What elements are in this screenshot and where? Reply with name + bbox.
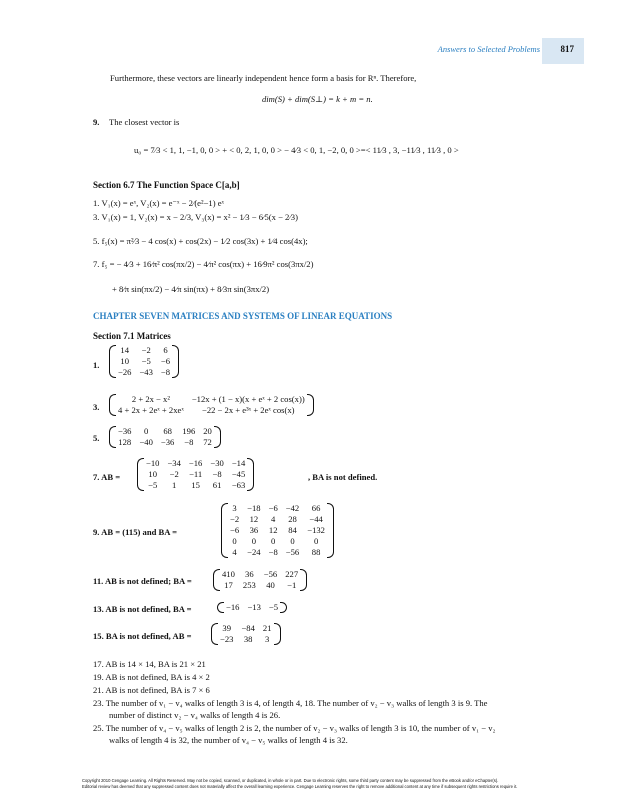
problem-13-label: 13. AB is not defined, BA = (93, 604, 192, 614)
matrix-cell: −30 (210, 458, 224, 468)
matrix-cell: −2 (141, 345, 151, 355)
matrix-row (142, 458, 249, 469)
matrix-cell: −63 (231, 480, 246, 490)
matrix-11 (212, 569, 308, 591)
copyright-line-2: Editorial review has deemed that any suppressed content does not materially affect the overall learning experience. Cengage Learning reserves the right to remove additional content at any time if subsequent rights restrictions require it. (82, 784, 518, 789)
matrix-cell: 0 (232, 536, 237, 546)
matrix-cell: 0 (251, 536, 257, 546)
matrix-cell: 1 (172, 480, 177, 490)
matrix-cell: 196 (182, 426, 196, 436)
answer-21: 21. AB is not defined, BA is 7 × 6 (93, 685, 210, 695)
running-title: Answers to Selected Problems (437, 44, 540, 54)
matrix-13 (216, 602, 288, 613)
matrix-cell: 38 (243, 634, 253, 644)
matrix-cell: 10 (148, 469, 158, 479)
matrix-cell: 253 (242, 580, 256, 590)
page-header (0, 38, 622, 64)
matrix-cell: 0 (313, 536, 319, 546)
problem-15-label: 15. BA is not defined, AB = (93, 631, 192, 641)
answer-19: 19. AB is not defined, BA is 4 × 2 (93, 672, 210, 682)
matrix-cell: −13 (247, 602, 261, 612)
matrix-cell: −6 (230, 525, 240, 535)
matrix-row (226, 536, 329, 547)
matrix-row (216, 634, 276, 645)
matrix-cell: 2 + 2x − x² (131, 394, 170, 404)
problem-7-label: 7. AB = (93, 472, 121, 482)
matrix-cell: 10 (120, 356, 130, 366)
problem-9-label: 9. AB = (115) and BA = (93, 527, 178, 537)
answer-6-7-1: 1. V₁(x) = eˣ, V₂(x) = e⁻ˣ − 2⁄(e²−1) eˣ (93, 198, 225, 208)
matrix-cell: 88 (311, 547, 321, 557)
matrix-cell: −8 (212, 469, 222, 479)
matrix-row (218, 580, 302, 591)
matrix-row (216, 623, 276, 634)
matrix-cell: 0 (271, 536, 276, 546)
matrix-cell: −11 (189, 469, 203, 479)
matrix-cell: 40 (266, 580, 275, 590)
matrix-row (226, 547, 329, 558)
matrix-cell: −43 (139, 367, 153, 377)
matrix-cell: 4 + 2x + 2eˣ + 2xeˣ (118, 405, 184, 415)
copyright-line-1: Copyright 2010 Cengage Learning. All Rights Reserved. May not be copied, scanned, or duplicated, in whole or in part. Due to electronic rights, some third party content may be suppressed from the eBook and/or eChapter(s). (82, 778, 499, 783)
chapter-seven-heading: CHAPTER SEVEN MATRICES AND SYSTEMS OF LINEAR EQUATIONS (93, 311, 393, 321)
page-number: 817 (560, 44, 574, 54)
matrix-cell: −36 (160, 437, 175, 447)
matrix-cell: 20 (203, 426, 212, 436)
section-6-7-heading: Section 6.7 The Function Space C[a,b] (93, 180, 240, 190)
answer-23-line1: 23. The number of v₁ − v₄ walks of length 3 is 4, of length 4, 18. The number of v₂ − v₃ walks of length 3 is 9. The (93, 698, 488, 708)
matrix-cell: −40 (139, 437, 153, 447)
matrix-cell: −24 (247, 547, 261, 557)
matrix-cell: 17 (224, 580, 233, 590)
matrix-row (114, 356, 174, 367)
matrix-cell: 12 (249, 514, 259, 524)
matrix-cell: 36 (245, 569, 254, 579)
matrix-cell: 0 (144, 426, 149, 436)
matrix-cell: 3 (265, 634, 270, 644)
matrix-cell: 14 (120, 345, 130, 355)
answer-25-line2: walks of length 4 is 32, the number of v₄ − v₅ walks of length 4 is 32. (109, 735, 348, 745)
matrix-cell: 68 (163, 426, 172, 436)
matrix-9 (220, 503, 335, 558)
matrix-cell: 410 (222, 569, 235, 579)
matrix-cell: −44 (309, 514, 323, 524)
matrix-cell: −14 (231, 458, 246, 468)
answer-25-line1: 25. The number of v₄ − v₅ walks of length 2 is 2, the number of v₂ − v₃ walks of length 3 is 10, the number of v₁ − v₂ (93, 723, 496, 733)
matrix-row (114, 426, 216, 437)
matrix-cell: −34 (167, 458, 181, 468)
matrix-cell: −16 (226, 602, 240, 612)
matrix-cell: −5 (148, 480, 158, 490)
answer-6-7-7-line1: 7. f₅ = − 4⁄3 + 16⁄π² cos(πx/2) − 4⁄π² cos(πx) + 16⁄9π² cos(3πx/2) (93, 259, 314, 269)
matrix-cell: −8 (184, 437, 194, 447)
matrix-cell: 72 (203, 437, 212, 447)
matrix-7 (136, 458, 255, 491)
matrix-cell: 12 (268, 525, 278, 535)
matrix-cell: −36 (118, 426, 132, 436)
matrix-cell: −10 (146, 458, 160, 468)
text-furthermore: Furthermore, these vectors are linearly independent hence form a basis for Rⁿ. Therefore, (110, 73, 417, 83)
matrix-cell: −23 (220, 634, 234, 644)
matrix-cell: −5 (268, 602, 279, 612)
matrix-row (226, 503, 329, 514)
matrix-cell: −2 (230, 514, 240, 524)
matrix-cell: 61 (212, 480, 222, 490)
matrix-cell: 6 (163, 345, 168, 355)
matrix-row (142, 469, 249, 480)
matrix-cell: 66 (311, 503, 321, 513)
answer-6-7-3: 3. V₁(x) = 1, V₂(x) = x − 2/3, V₃(x) = x² − 1⁄3 − 6⁄5(x − 2⁄3) (93, 212, 298, 222)
answer-23-line2: number of distinct v₂ − v₄ walks of length 4 is 26. (109, 710, 281, 720)
matrix-cell: −45 (231, 469, 246, 479)
matrix-cell: 15 (191, 480, 200, 490)
matrix-row (142, 480, 249, 491)
matrix-cell: −22 − 2x + e³ˣ + 2eˣ cos(x) (201, 405, 295, 415)
matrix-cell: −56 (263, 569, 278, 579)
matrix-cell: 21 (262, 623, 272, 633)
matrix-row (218, 569, 302, 580)
matrix-cell: 84 (288, 525, 297, 535)
matrix-cell: 39 (222, 623, 232, 633)
equation-dim: dim(S) + dim(S⊥) = k + m = n. (262, 94, 373, 104)
matrix-cell: −84 (241, 623, 255, 633)
matrix-cell: 36 (249, 525, 259, 535)
matrix-3 (108, 394, 315, 416)
matrix-row (114, 405, 309, 416)
answer-6-7-7-line2: + 8⁄π sin(πx/2) − 4⁄π sin(πx) + 8⁄3π sin(3πx/2) (112, 284, 270, 294)
matrix-cell: 128 (118, 437, 132, 447)
matrix-cell: 4 (271, 514, 276, 524)
matrix-15 (210, 623, 282, 645)
matrix-cell: −132 (307, 525, 325, 535)
problem-9-text: The closest vector is (109, 117, 180, 127)
problem-1-number: 1. (93, 360, 100, 370)
matrix-cell: −1 (287, 580, 297, 590)
matrix-cell: −8 (160, 367, 171, 377)
matrix-cell: 3 (232, 503, 237, 513)
matrix-cell: 4 (232, 547, 237, 557)
copyright-footer (82, 778, 582, 790)
matrix-cell: 0 (290, 536, 295, 546)
matrix-row (222, 602, 282, 613)
section-7-1-heading: Section 7.1 Matrices (93, 331, 171, 341)
matrix-row (114, 437, 216, 448)
matrix-cell: 28 (288, 514, 297, 524)
matrix-cell: 227 (285, 569, 299, 579)
problem-7-tail: , BA is not defined. (308, 472, 378, 482)
problem-5-number: 5. (93, 433, 100, 443)
matrix-cell: −5 (141, 356, 151, 366)
matrix-cell: −6 (160, 356, 171, 366)
problem-9-number: 9. (93, 117, 100, 127)
problem-11-label: 11. AB is not defined; BA = (93, 576, 192, 586)
answer-6-7-5: 5. f₅(x) = π²⁄3 − 4 cos(x) + cos(2x) − 1⁄2 cos(3x) + 1⁄4 cos(4x); (93, 236, 308, 246)
matrix-5 (108, 426, 222, 448)
matrix-cell: −26 (118, 367, 132, 377)
answer-17: 17. AB is 14 × 14, BA is 21 × 21 (93, 659, 206, 669)
matrix-row (114, 394, 309, 405)
matrix-row (226, 525, 329, 536)
matrix-cell: −56 (285, 547, 300, 557)
matrix-cell: −8 (268, 547, 278, 557)
matrix-row (226, 514, 329, 525)
problem-3-number: 3. (93, 402, 100, 412)
matrix-row (114, 367, 174, 378)
matrix-cell: −18 (247, 503, 261, 513)
matrix-cell: −12x + (1 − x)(x + eˣ + 2 cos(x)) (191, 394, 305, 404)
matrix-cell: −6 (268, 503, 278, 513)
matrix-1 (108, 345, 180, 378)
matrix-cell: −16 (188, 458, 203, 468)
problem-9-equation: u₀ = 7⁄3 < 1, 1, −1, 0, 0 > + < 0, 2, 1, 0, 0 > − 4⁄3 < 0, 1, −2, 0, 0 >=< 11⁄3 , 3, −11⁄3 , 11⁄3 , 0 > (134, 145, 459, 155)
matrix-cell: −42 (285, 503, 300, 513)
matrix-row (114, 345, 174, 356)
matrix-cell: −2 (169, 469, 179, 479)
